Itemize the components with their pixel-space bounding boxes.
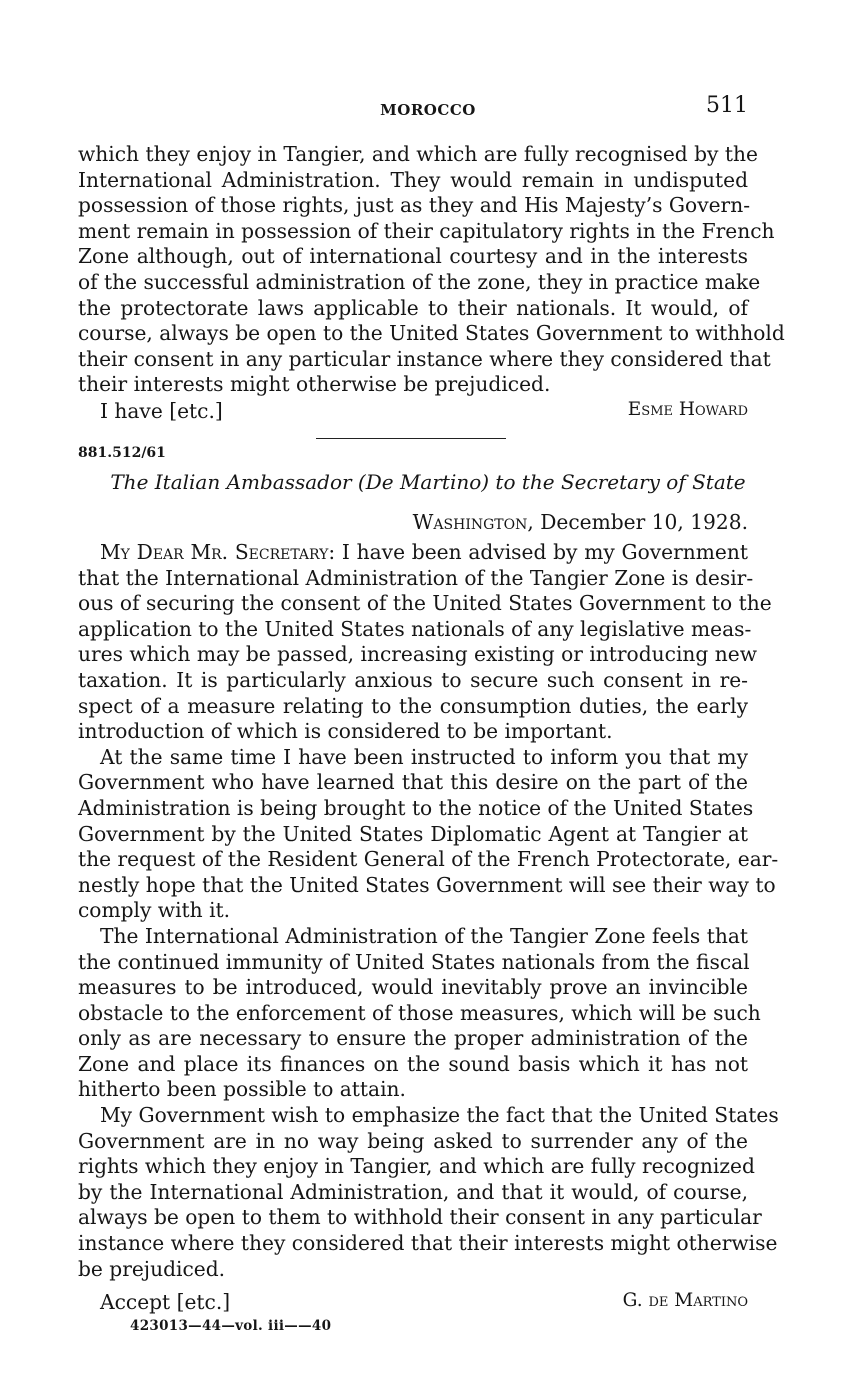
letter-closing <box>78 1290 748 1316</box>
signature: Esme Howard <box>627 399 748 420</box>
file-number: 881.512/61 <box>78 445 166 461</box>
running-head: MOROCCO <box>380 101 476 119</box>
closing-phrase: Accept [etc.] <box>100 1290 231 1314</box>
text-line: spect of a measure relating to the consumption duties, the early <box>78 693 748 718</box>
text-line: always be open to them to withhold their consent in any particular <box>78 1205 762 1230</box>
text-line: Zone although, out of international courtesy and in the interests <box>78 244 748 269</box>
section-divider <box>316 438 506 439</box>
text-line: by the International Administration, and that it would, of course, <box>78 1179 748 1204</box>
text-line <box>78 540 748 566</box>
text-line: Administration is being brought to the notice of the United States <box>78 795 754 820</box>
preceding-letter-closing <box>78 399 748 425</box>
text-line: At the same time I have been instructed to inform you that my <box>100 744 748 769</box>
letter-body <box>78 540 779 1282</box>
text-line: possession of those rights, just as they and His Majesty’s Govern- <box>78 193 751 218</box>
signature: G. de Martino <box>622 1290 748 1311</box>
text-line: instance where they considered that their interests might otherwise <box>78 1231 778 1256</box>
text-line: which they enjoy in Tangier, and which are fully recognised by the <box>78 142 758 166</box>
text-line: course, always be open to the United States Government to withhold <box>78 321 785 346</box>
text-line: Government by the United States Diplomatic Agent at Tangier at <box>78 821 748 846</box>
text-line: that the International Administration of the Tangier Zone is desir- <box>78 565 754 590</box>
text-line: only as are necessary to ensure the proper administration of the <box>78 1026 748 1051</box>
text-line: measures to be introduced, would inevitably prove an invincible <box>78 975 748 1000</box>
text-line: International Administration. They would remain in undisputed <box>78 167 748 192</box>
preceding-letter-body <box>78 142 785 398</box>
closing-phrase: I have [etc.] <box>100 399 223 423</box>
text-line: comply with it. <box>78 898 231 923</box>
text-line: their consent in any particular instance where they considered that <box>78 346 771 371</box>
text-line: Government who have learned that this desire on the part of the <box>78 770 748 795</box>
text-line: nestly hope that the United States Government will see their way to <box>78 872 776 897</box>
text-line: ment remain in possession of their capitulatory rights in the French <box>78 218 775 243</box>
dateline-date: , December 10, 1928. <box>527 510 748 534</box>
text-line: Zone and place its finances on the sound basis which it has not <box>78 1051 748 1076</box>
dateline-place: Washington <box>412 510 528 534</box>
salutation: My Dear Mr. Secretary: <box>100 540 336 564</box>
text-line: introduction of which is considered to be important. <box>78 719 613 744</box>
text-line: the continued immunity of United States nationals from the fiscal <box>78 949 750 974</box>
text-line: ous of securing the consent of the United States Government to the <box>78 591 772 616</box>
text-line: obstacle to the enforcement of those measures, which will be such <box>78 1000 761 1025</box>
text-line: My Government wish to emphasize the fact that the United States <box>100 1103 779 1128</box>
text-line: of the successful administration of the zone, they in practice make <box>78 269 761 294</box>
page-number: 511 <box>706 93 748 118</box>
text-line: ures which may be passed, increasing existing or introducing new <box>78 642 757 667</box>
text-line: The International Administration of the Tangier Zone feels that <box>100 923 748 948</box>
dateline <box>413 510 748 534</box>
text-line: taxation. It is particularly anxious to secure such consent in re- <box>78 667 748 692</box>
text-line: be prejudiced. <box>78 1256 226 1281</box>
text-line: their interests might otherwise be prejudiced. <box>78 372 551 397</box>
print-footer: 423013—44—vol. iii——40 <box>130 1318 332 1334</box>
text-line: hitherto been possible to attain. <box>78 1077 406 1102</box>
text-line: the request of the Resident General of the French Protectorate, ear- <box>78 847 779 872</box>
text-line: the protectorate laws applicable to their nationals. It would, of <box>78 295 748 320</box>
document-heading: The Italian Ambassador (De Martino) to the Secretary of State <box>110 470 746 494</box>
paragraph-text: I have been advised by my Government <box>335 540 748 564</box>
text-line: application to the United States nationals of any legislative meas- <box>78 616 752 641</box>
text-line: Government are in no way being asked to surrender any of the <box>78 1128 748 1153</box>
text-line: rights which they enjoy in Tangier, and which are fully recognized <box>78 1154 755 1179</box>
